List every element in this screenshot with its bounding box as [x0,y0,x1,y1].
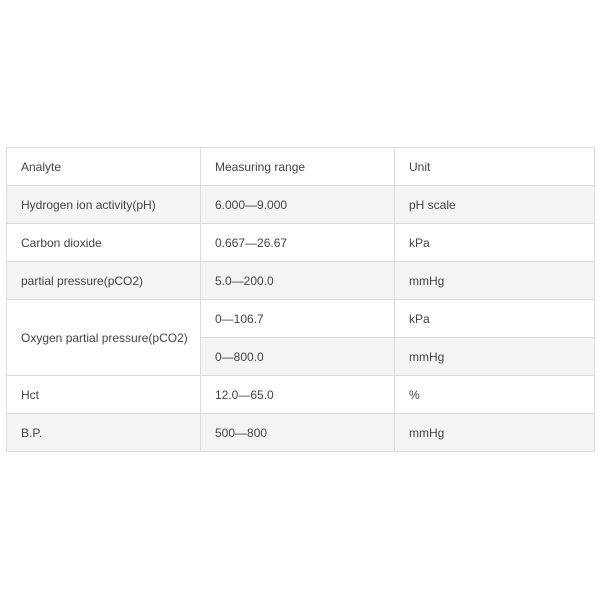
unit-cell: kPa [395,224,595,262]
range-cell: 0—106.7 [201,300,395,338]
table-row [7,300,595,338]
table-row [7,186,595,224]
unit-cell: % [395,376,595,414]
table-row [7,262,595,300]
analyte-cell: Oxygen partial pressure(pCO2) [7,300,201,376]
analyte-range-table [6,147,595,452]
unit-cell: pH scale [395,186,595,224]
range-cell: 5.0—200.0 [201,262,395,300]
range-cell: 0.667—26.67 [201,224,395,262]
unit-cell: mmHg [395,338,595,376]
table-row [7,376,595,414]
table-row [7,414,595,452]
header-measuring-range: Measuring range [201,148,395,186]
analyte-cell: partial pressure(pCO2) [7,262,201,300]
table-row [7,224,595,262]
range-cell: 12.0—65.0 [201,376,395,414]
table-header-row [7,148,595,186]
range-cell: 0—800.0 [201,338,395,376]
header-analyte: Analyte [7,148,201,186]
unit-cell: kPa [395,300,595,338]
unit-cell: mmHg [395,414,595,452]
range-cell: 500—800 [201,414,395,452]
analyte-cell: B.P. [7,414,201,452]
range-cell: 6.000—9.000 [201,186,395,224]
analyte-cell: Hydrogen ion activity(pH) [7,186,201,224]
analyte-cell: Carbon dioxide [7,224,201,262]
analyte-cell: Hct [7,376,201,414]
unit-cell: mmHg [395,262,595,300]
header-unit: Unit [395,148,595,186]
